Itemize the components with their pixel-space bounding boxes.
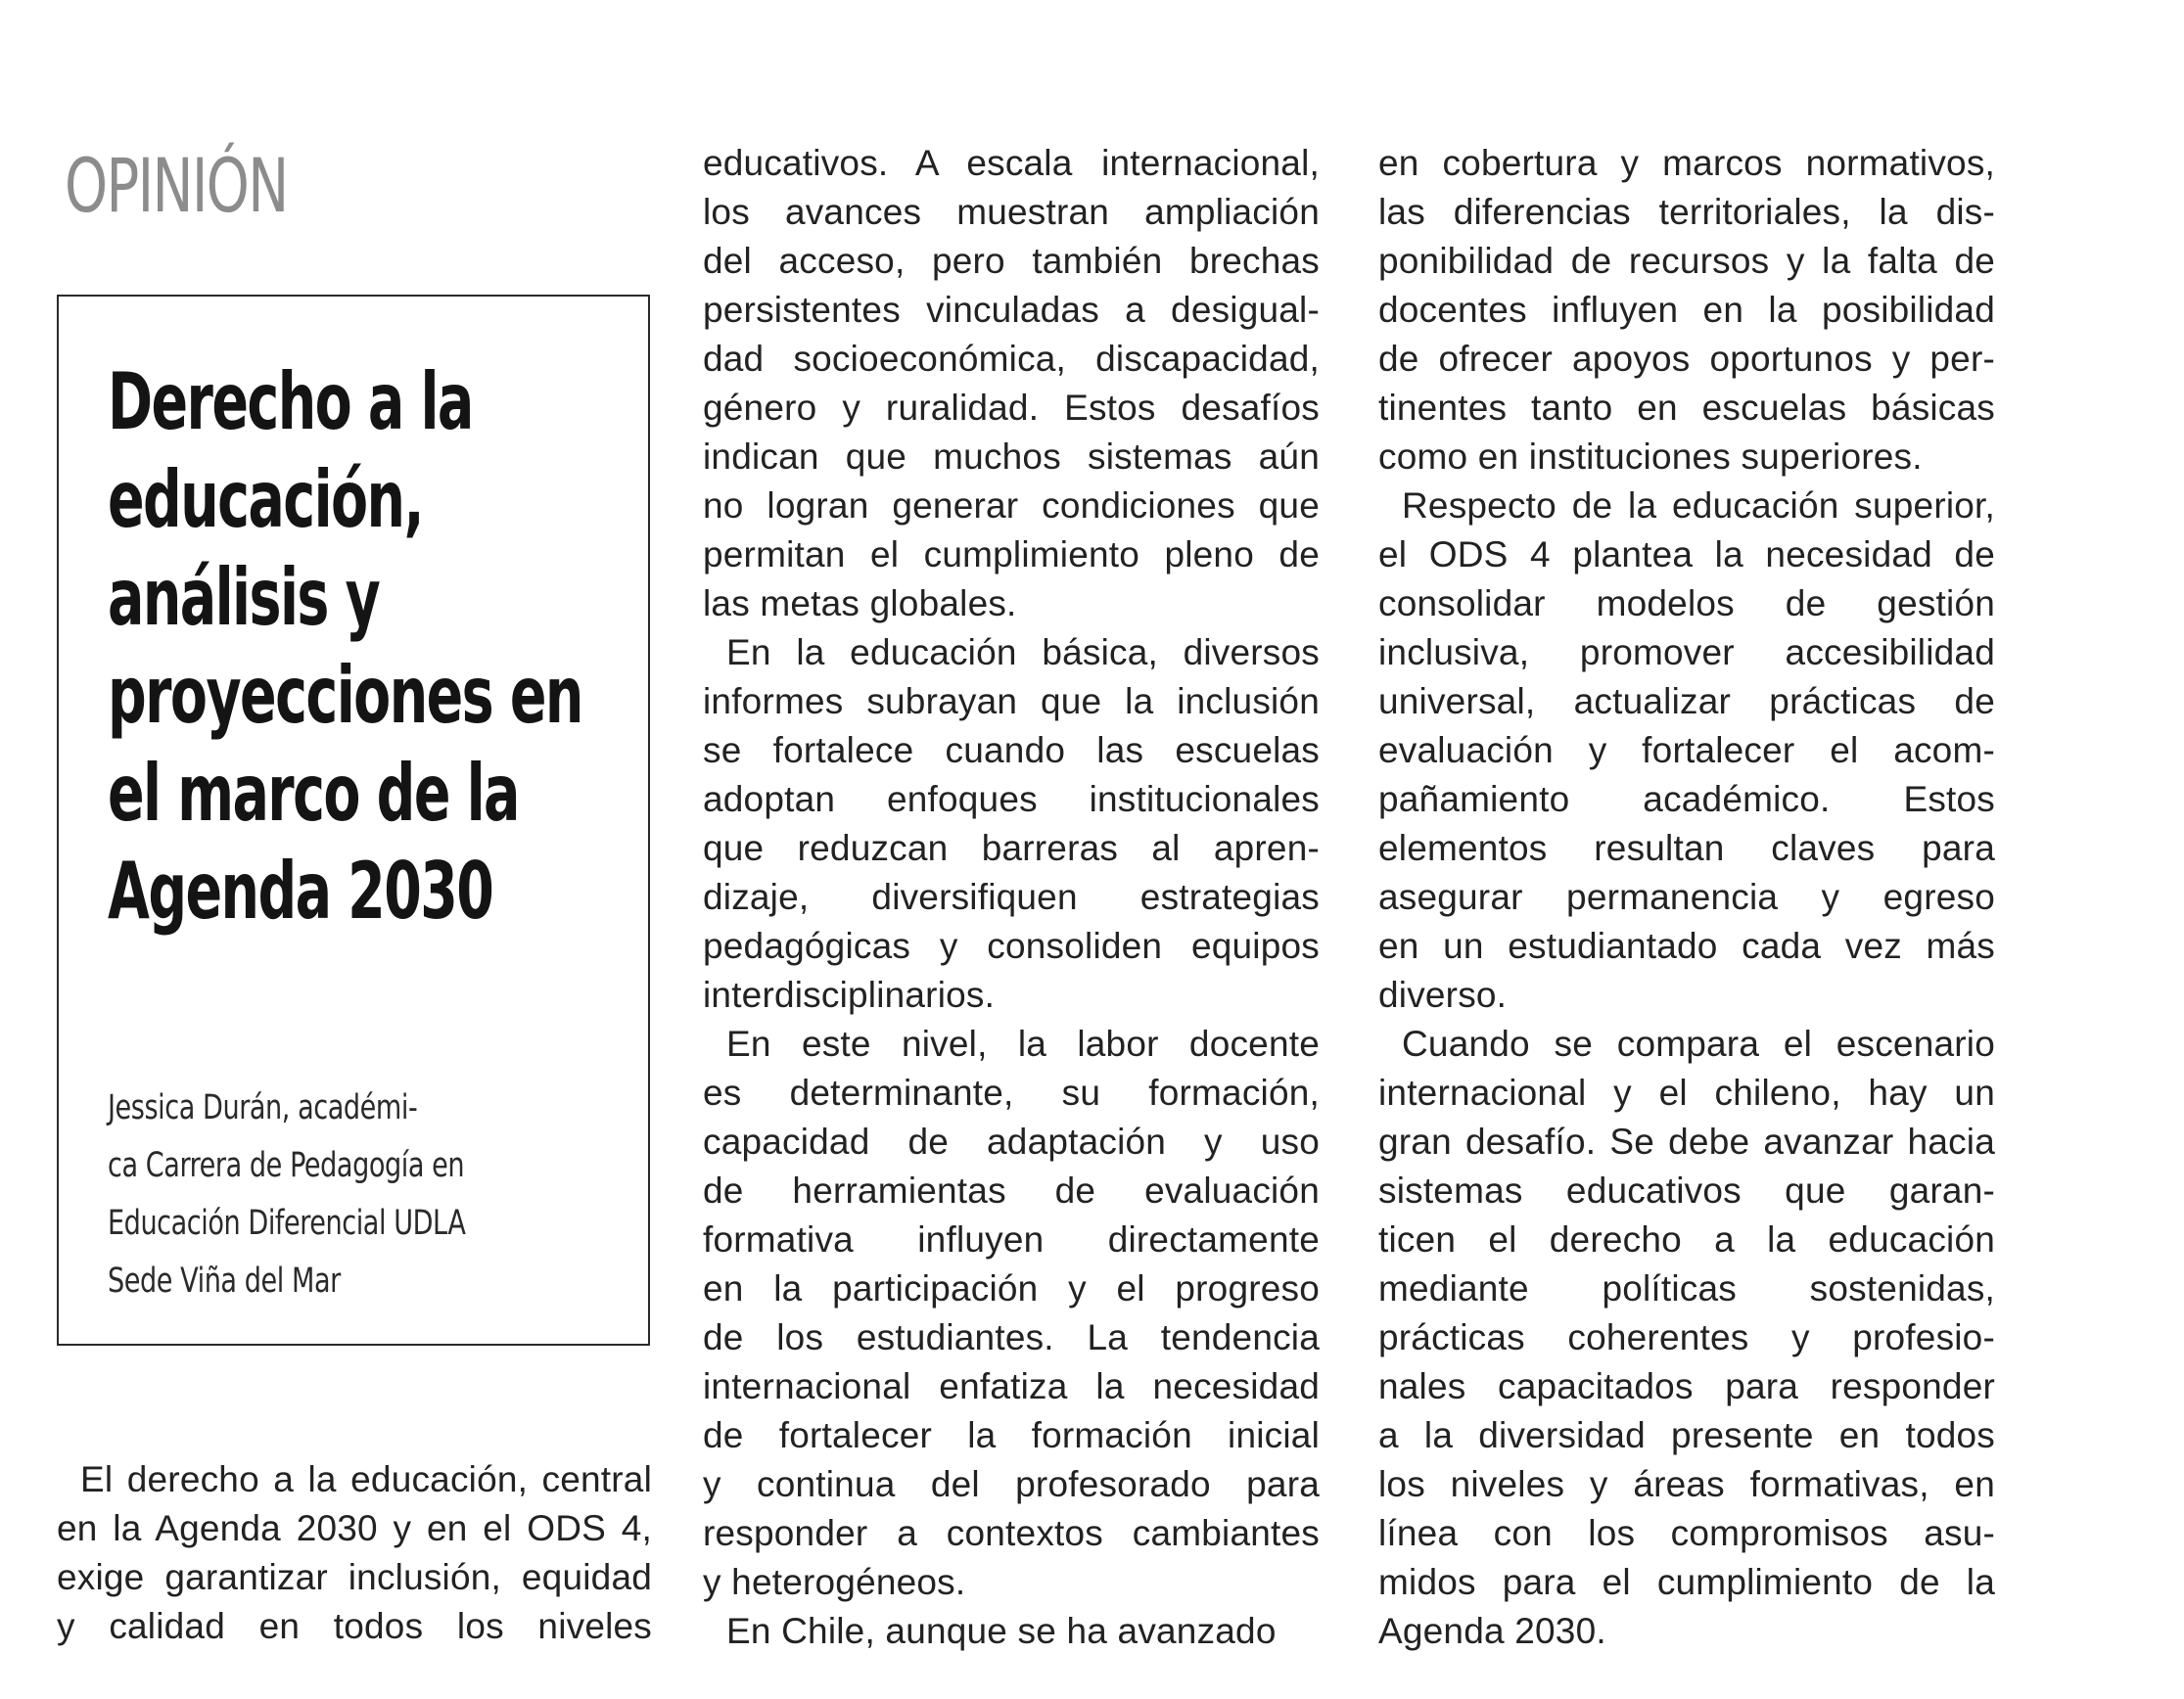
section-label: OPINIÓN <box>65 142 288 229</box>
article-line: docentes influyen en la posibilidad <box>1378 290 1995 330</box>
article-line: como en instituciones superiores. <box>1378 436 1923 477</box>
article-line: internacional y el chileno, hay un <box>1378 1073 1995 1113</box>
article-line: los niveles y áreas formativas, en <box>1378 1464 1995 1504</box>
article-line: exige garantizar inclusión, equidad <box>57 1557 652 1597</box>
article-line: de ofrecer apoyos oportunos y per- <box>1378 339 1995 379</box>
article-line: en la participación y el progreso <box>703 1268 1320 1309</box>
article-line: adoptan enfoques institucionales <box>703 779 1320 819</box>
article-line: pañamiento académico. Estos <box>1378 779 1995 819</box>
byline-line: Sede Viña del Mar <box>108 1262 341 1301</box>
article-line: dizaje, diversifiquen estrategias <box>703 877 1320 917</box>
article-column-2 <box>703 139 1320 1656</box>
article-line: el ODS 4 plantea la necesidad de <box>1378 534 1995 574</box>
article-line: En este nivel, la labor docente <box>726 1024 1320 1064</box>
article-line: asegurar permanencia y egreso <box>1378 877 1995 917</box>
article-line: en cobertura y marcos normativos, <box>1378 143 1995 183</box>
article-line: a la diversidad presente en todos <box>1378 1415 1995 1455</box>
article-line: tinentes tanto en escuelas básicas <box>1378 388 1995 428</box>
article-line: responder a contextos cambiantes <box>703 1513 1320 1553</box>
article-line: evaluación y fortalecer el acom- <box>1378 730 1995 770</box>
article-line: es determinante, su formación, <box>703 1073 1320 1113</box>
article-line: sistemas educativos que garan- <box>1378 1171 1995 1211</box>
article-line: Agenda 2030. <box>1378 1611 1606 1651</box>
article-line: educativos. A escala internacional, <box>703 143 1320 183</box>
article-line: permitan el cumplimiento pleno de <box>703 534 1320 574</box>
article-line: se fortalece cuando las escuelas <box>703 730 1320 770</box>
article-line: que reduzcan barreras al apren- <box>703 828 1320 868</box>
article-line: ponibilidad de recursos y la falta de <box>1378 241 1995 281</box>
headline-box <box>57 295 650 1346</box>
article-line: midos para el cumplimiento de la <box>1378 1562 1995 1602</box>
article-line: interdisciplinarios. <box>703 975 996 1015</box>
article-line: En Chile, aunque se ha avanzado <box>726 1611 1277 1651</box>
article-line: género y ruralidad. Estos desafíos <box>703 388 1320 428</box>
article-line: dad socioeconómica, discapacidad, <box>703 339 1320 379</box>
article-line: y heterogéneos. <box>703 1562 966 1602</box>
headline: Derecho a la educación, análisis y proyecciones en el marco de la Agenda 2030 <box>108 356 582 937</box>
byline <box>108 1079 529 1310</box>
byline-line: ca Carrera de Pedagogía en <box>108 1146 465 1185</box>
article-line: en la Agenda 2030 y en el ODS 4, <box>57 1508 652 1548</box>
byline-line: Educación Diferencial UDLA <box>108 1204 466 1243</box>
article-line: En la educación básica, diversos <box>726 632 1320 672</box>
article-column-1 <box>57 1455 652 1651</box>
article-line: elementos resultan claves para <box>1378 828 1995 868</box>
article-line: capacidad de adaptación y uso <box>703 1122 1320 1162</box>
article-line: del acceso, pero también brechas <box>703 241 1320 281</box>
article-line: Respecto de la educación superior, <box>1402 485 1995 526</box>
article-line: persistentes vinculadas a desigual- <box>703 290 1320 330</box>
article-line: de herramientas de evaluación <box>703 1171 1320 1211</box>
article-line: de fortalecer la formación inicial <box>703 1415 1320 1455</box>
article-line: El derecho a la educación, central <box>80 1459 652 1499</box>
article-line: formativa influyen directamente <box>703 1219 1320 1260</box>
article-line: línea con los compromisos asu- <box>1378 1513 1995 1553</box>
article-line: prácticas coherentes y profesio- <box>1378 1317 1995 1357</box>
article-line: de los estudiantes. La tendencia <box>703 1317 1320 1357</box>
article-line: no logran generar condiciones que <box>703 485 1320 526</box>
article-line: nales capacitados para responder <box>1378 1366 1995 1406</box>
article-line: universal, actualizar prácticas de <box>1378 681 1995 721</box>
article-line: las metas globales. <box>703 583 1017 623</box>
article-line: internacional enfatiza la necesidad <box>703 1366 1320 1406</box>
article-line: los avances muestran ampliación <box>703 192 1320 232</box>
article-line: pedagógicas y consoliden equipos <box>703 926 1320 966</box>
article-line: en un estudiantado cada vez más <box>1378 926 1995 966</box>
article-line: diverso. <box>1378 975 1508 1015</box>
article-line: las diferencias territoriales, la dis- <box>1378 192 1995 232</box>
article-line: y calidad en todos los niveles <box>57 1606 652 1646</box>
article-column-3 <box>1378 139 1995 1656</box>
article-line: y continua del profesorado para <box>703 1464 1320 1504</box>
article-line: indican que muchos sistemas aún <box>703 436 1320 477</box>
article-line: inclusiva, promover accesibilidad <box>1378 632 1995 672</box>
article-line: mediante políticas sostenidas, <box>1378 1268 1995 1309</box>
article-line: consolidar modelos de gestión <box>1378 583 1995 623</box>
article-line: gran desafío. Se debe avanzar hacia <box>1378 1122 1995 1162</box>
article-line: Cuando se compara el escenario <box>1402 1024 1995 1064</box>
article-line: informes subrayan que la inclusión <box>703 681 1320 721</box>
byline-line: Jessica Durán, académi- <box>108 1088 418 1127</box>
article-line: ticen el derecho a la educación <box>1378 1219 1995 1260</box>
